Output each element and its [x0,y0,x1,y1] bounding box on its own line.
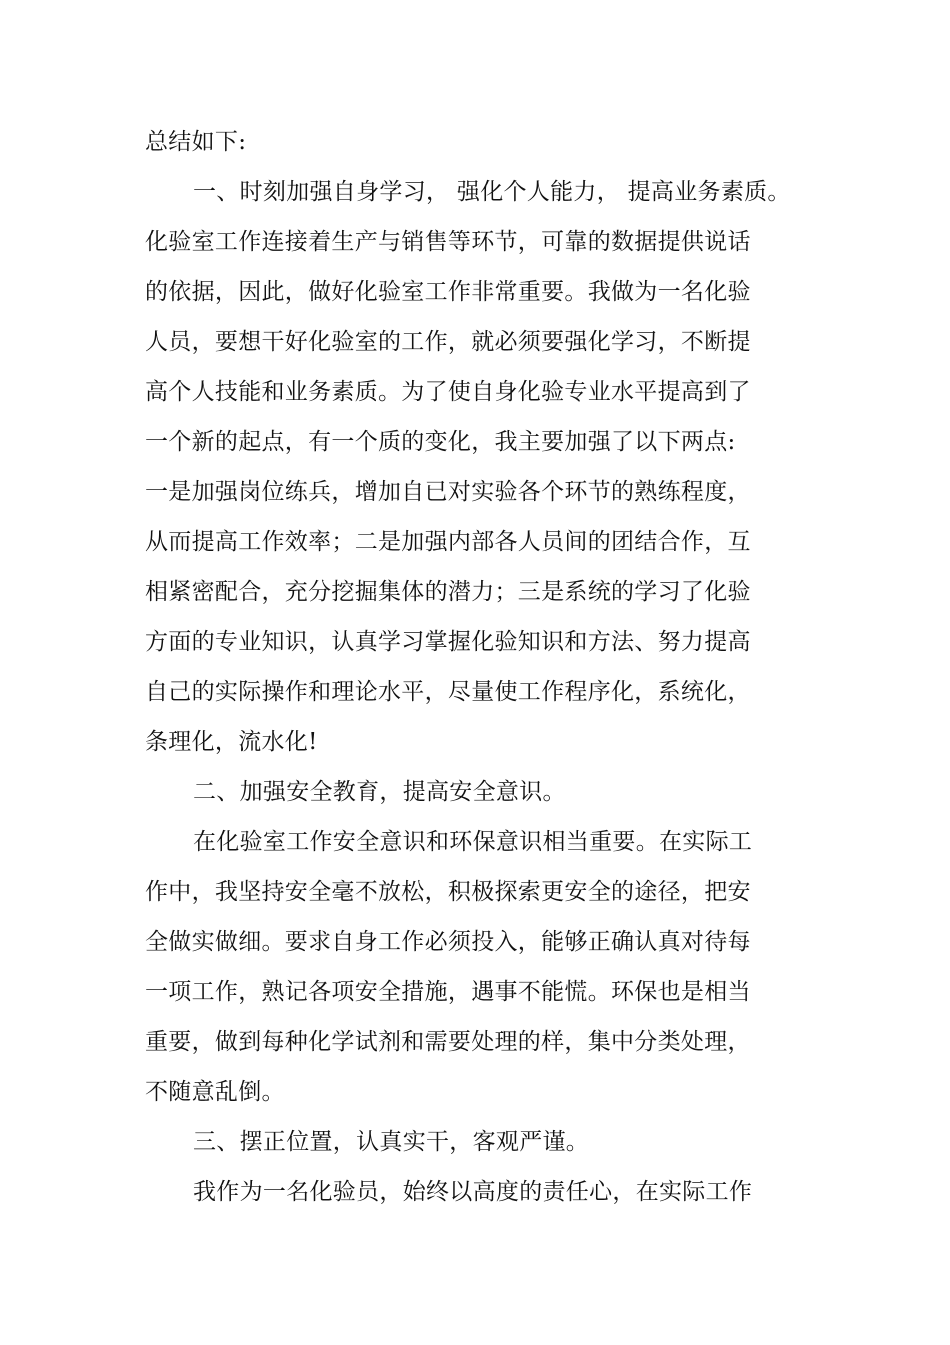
text-line: 的依据，因此，做好化验室工作非常重要。我做为一名化验 [145,279,751,305]
text-line: 一是加强岗位练兵，增加自已对实验各个环节的熟练程度， [145,479,751,505]
text-line: 一项工作，熟记各项安全措施，遇事不能慌。环保也是相当 [145,979,751,1005]
text-line: 总结如下: [145,129,247,155]
section-heading-2: 二、加强安全教育，提高安全意识。 [193,779,566,805]
text-line: 不随意乱倒。 [145,1079,285,1105]
section-heading-3: 三、摆正位置，认真实干，客观严谨。 [193,1129,590,1155]
text-line: 全做实做细。要求自身工作必须投入，能够正确认真对待每 [145,929,751,955]
text-line: 方面的专业知识，认真学习掌握化验知识和方法、努力提高 [145,629,751,655]
text-line: 条理化，流水化! [145,729,318,755]
text-line: 高个人技能和业务素质。为了使自身化验专业水平提高到了 [145,379,751,405]
text-line: 一个新的起点，有一个质的变化，我主要加强了以下两点: [145,429,736,455]
text-line: 作中，我坚持安全毫不放松，积极探索更安全的途径，把安 [145,879,751,905]
text-line: 化验室工作连接着生产与销售等环节，可靠的数据提供说话 [145,229,751,255]
section-heading-1: 一、时刻加强自身学习， 强化个人能力， 提高业务素质。 [193,179,791,205]
text-line: 自己的实际操作和理论水平，尽量使工作程序化，系统化， [145,679,751,705]
text-line: 从而提高工作效率；二是加强内部各人员间的团结合作，互 [145,529,751,555]
text-line: 人员，要想干好化验室的工作，就必须要强化学习，不断提 [145,329,751,355]
text-line: 我作为一名化验员，始终以高度的责任心，在实际工作 [193,1179,753,1205]
text-line: 在化验室工作安全意识和环保意识相当重要。在实际工 [193,829,753,855]
text-line: 重要，做到每种化学试剂和需要处理的样，集中分类处理， [145,1029,751,1055]
text-line: 相紧密配合，充分挖掘集体的潜力；三是系统的学习了化验 [145,579,751,605]
